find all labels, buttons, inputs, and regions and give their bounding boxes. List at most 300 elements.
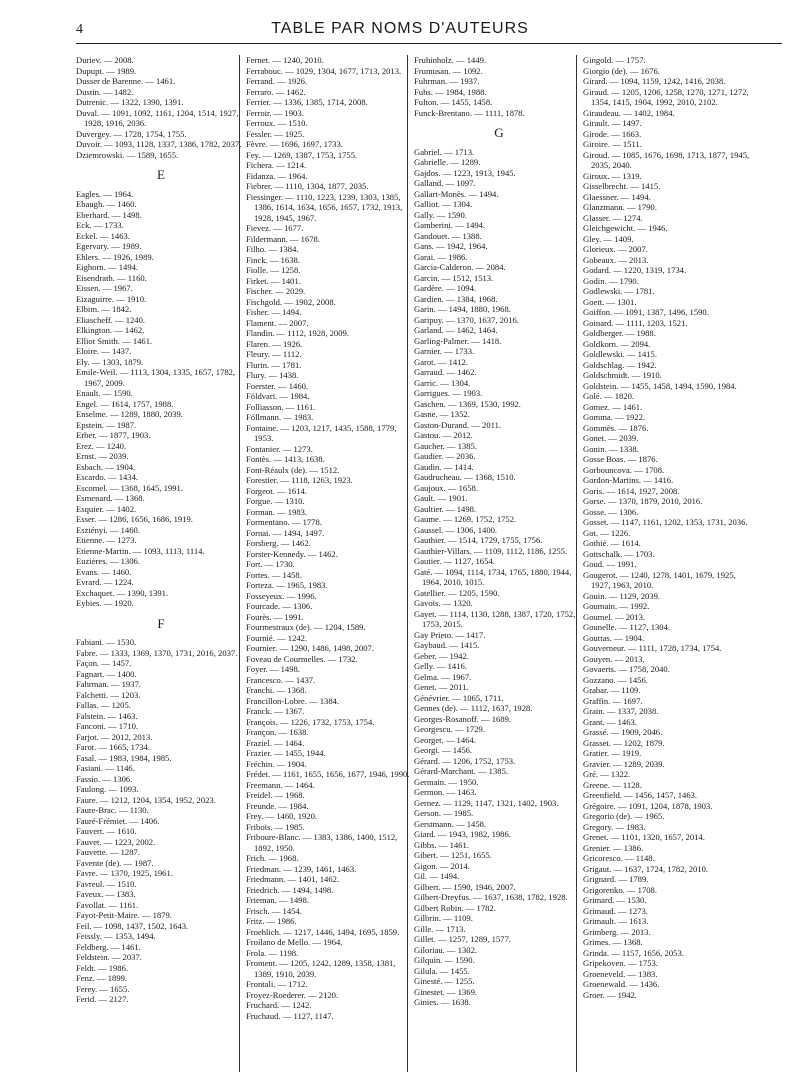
index-entry: Ebaugh. — 1460. [76,199,137,209]
index-entry: Gerson. — 1985. [414,808,474,818]
index-entry: Gripekoven. — 1753. [583,958,658,968]
index-entry: Gaudin. — 1414. [414,461,474,472]
index-entry: Georget. — 1464. [414,734,476,745]
index-entry: Gleichgewicht. — 1946. [583,223,668,233]
index-entry: Erez. — 1240. [76,440,127,451]
index-entry: Faulong. — 1093. [76,784,139,794]
index-entry: Fèvre. — 1696, 1697, 1733. [246,139,343,149]
index-entry: Glorieux. — 2007. [583,244,648,254]
index-entry: Gayet. — 1114, 1130, 1288, 1387, 1720, 1752, 1753, 2015. [414,608,576,629]
index-entry: Groer. — 1942. [583,989,637,1000]
index-entry: Gil. — 1494. [414,871,460,881]
index-entry: Evans. — 1460. [76,566,132,577]
index-entry: Fruhinholz. — 1449. [414,55,487,65]
index-entry: Escardo. — 1434. [76,472,139,482]
index-entry: Grégoire. — 1091, 1204, 1878, 1903. [583,800,713,811]
index-entry: Gardère. — 1094. [414,283,477,293]
index-entry: Fribois. — 1985. [246,821,305,832]
index-entry: Freunde. — 1984. [246,800,309,811]
index-entry: Georgi. — 1456. [414,745,473,755]
index-entry: Georgescu. — 1729. [414,724,485,734]
index-entry: Foveau de Courmelles. — 1732. [246,653,358,664]
index-entry: Exchaquet. — 1390, 1391. [76,587,169,598]
index-entry: Fraziel. — 1464. [246,737,305,748]
index-entry: Gillet. — 1257, 1289, 1577. [414,934,511,944]
index-entry: Gaté. — 1094, 1114, 1734, 1765, 1880, 1944, 1964, 2010, 1015. [414,566,572,587]
index-entry: Giard. — 1943, 1982, 1986. [414,829,511,839]
index-entry: Gilula. — 1455. [414,965,470,976]
index-entry: Euzières. — 1306. [76,556,140,566]
index-entry: Eighorn. — 1494. [76,262,139,272]
index-entry: Foyer. — 1498. [246,664,300,674]
index-entry: Gingold. — 1757. [583,55,646,65]
index-column-2 [246,55,416,1021]
index-entry: Gernez. — 1129, 1147, 1321, 1402, 1903. [414,797,559,808]
index-entry: Gosset. — 1147, 1161, 1202, 1353, 1731, 2036. [583,517,748,527]
index-entry: Goumain. — 1992. [583,601,650,611]
index-entry: Giraud. — 1205, 1206, 1258, 1270, 1271, 1272, 1354, 1415, 1904, 1992, 2010, 2102. [583,86,749,107]
index-entry: Fontès. — 1413, 1638. [246,454,325,464]
index-entry: Eliascheff. — 1240. [76,314,146,325]
index-entry: Epstein. — 1987. [76,419,137,430]
index-entry: Frontali. — 1712. [246,979,308,989]
index-entry: Favre. — 1370, 1925, 1961. [76,868,173,878]
index-entry: Germon. — 1463. [414,787,477,797]
index-entry: Feissly. — 1353, 1494. [76,931,156,941]
index-entry: Frey. — 1460, 1920. [246,811,318,821]
index-entry: Gilbert-Dreyfus. — 1637, 1638, 1782, 1928. [414,892,568,902]
index-entry: Grigaut. — 1637, 1724, 1782, 2010. [583,863,709,874]
index-entry: Forestier. — 1118, 1263, 1923. [246,475,353,485]
index-entry: Gratier. — 1919. [583,748,642,758]
index-entry: Glaessner. — 1494. [583,191,651,202]
page-number: 4 [76,22,83,37]
index-entry: Fasal. — 1983, 1984, 1985. [76,752,172,763]
index-entry: Gomez. — 1461. [583,401,643,412]
index-entry: Froment. — 1205, 1242, 1289, 1358, 1381, 1389, 1910, 2039. [246,958,396,979]
index-entry: Gans. — 1942, 1964. [414,241,488,251]
index-entry: Friedmann. — 1401, 1462. [246,874,340,884]
index-entry: Gounelle. — 1127, 1304. [583,622,671,632]
index-entry: Funck-Brentano. — 1111, 1878. [414,107,525,118]
index-entry: Gaston-Durand. — 2011. [414,419,502,430]
index-entry: Girode. — 1663. [583,128,642,139]
index-entry: Flament. — 2007. [246,317,309,328]
index-entry: Ferroir. — 1903. [246,107,304,118]
index-entry: Gastou. — 2012. [414,430,473,440]
index-entry: Frazier. — 1455, 1944. [246,748,326,758]
index-entry: Franck. — 1367. [246,706,305,716]
index-entry: Got. — 1226. [583,527,631,538]
index-entry: Gardien. — 1384, 1968. [414,293,498,304]
index-column-1 [76,55,246,1005]
index-entry: Grigorenko. — 1708. [583,884,657,895]
index-entry: Gauthier. — 1514, 1729, 1755, 1756. [414,535,543,545]
index-entry: Giorgio (de). — 1676. [583,65,660,76]
index-entry: Génévrier. — 1065, 1711. [414,692,504,703]
index-entry: Gaucher. — 1385. [414,440,478,451]
index-entry: Flurin. — 1781. [246,359,302,370]
index-entry: Friedman. — 1239, 1461, 1463. [246,863,357,874]
index-entry: Francillon-Lobre. — 1384. [246,695,340,706]
index-entry: Feldt. — 1986. [76,962,129,973]
index-entry: Fidanza. — 1964. [246,170,308,181]
index-entry: Goldberger. — 1988. [583,328,656,338]
index-entry: Fosseyeux. — 1996. [246,590,317,601]
index-entry: Feldstein. — 2037. [76,952,142,962]
index-entry: Ernst. — 2039. [76,451,129,461]
index-entry: Frisch. — 1454. [246,905,302,916]
index-entry: Forster-Kennedy. — 1462. [246,548,338,559]
index-entry: Friboure-Blanc. — 1383, 1386, 1400, 1512, 1892, 1950. [246,832,398,853]
index-entry: Giroire. — 1511. [583,139,642,149]
index-entry: Falchetti. — 1203. [76,689,141,700]
index-entry: Eybies. — 1920. [76,598,134,608]
index-entry: Govaerts. — 1758, 2040. [583,664,670,674]
index-entry: Fritz. — 1986. [246,916,297,926]
index-entry: Ginies. — 1638. [414,997,471,1007]
index-entry: Gasne. — 1352. [414,409,470,419]
index-entry: Gavois. — 1320. [414,598,473,608]
index-entry: Froyez-Roederer. — 2120. [246,989,339,1000]
index-entry: Fruchard. — 1242. [246,1000,312,1010]
index-entry: Föllmann. — 1983. [246,412,314,422]
index-entry: Gaschen. — 1369, 1530, 1992. [414,398,521,409]
index-entry: Földvari. — 1984. [246,391,310,401]
index-entry: Duvoir. — 1093, 1128, 1337, 1386, 1782, 2037. [76,139,242,149]
index-entry: Golé. — 1820. [583,391,635,401]
index-entry: Francesco. — 1437. [246,674,316,685]
index-entry: Enselme. — 1289, 1880, 2039. [76,409,183,419]
index-entry: Elliot Smith. — 1461. [76,335,153,346]
index-entry: Eck. — 1733. [76,220,124,230]
index-entry: Garcia-Calderon. — 2084. [414,262,506,272]
index-entry: Gordon-Martins. — 1416. [583,475,674,485]
index-entry: Fréchin. — 1904. [246,758,307,769]
index-entry: Gaudrucheau. — 1368, 1510. [414,472,516,482]
index-entry: Enault. — 1590. [76,388,133,398]
index-entry: Egervary. — 1989. [76,241,142,251]
index-entry: Garling-Palmer. — 1418. [414,335,502,346]
index-entry: Gisselbrecht. — 1415. [583,181,661,191]
index-entry: Eckel. — 1463. [76,230,130,241]
index-entry: Façon. — 1457. [76,658,132,668]
index-entry: Goldlewski. — 1415. [583,349,657,359]
index-entry: Gouverneur. — 1111, 1728, 1734, 1754. [583,643,722,653]
index-entry: Ginestet. — 1369. [414,986,478,997]
index-entry: Godard. — 1220, 1319, 1734. [583,265,687,275]
index-entry: Filho. — 1384. [246,244,299,254]
index-entry: Fichera. — 1214. [246,160,307,170]
index-entry: Fuhs. — 1984, 1988. [414,86,487,97]
index-entry: Grenet. — 1101, 1320, 1657, 2014. [583,832,705,842]
index-entry: Fruchaud. — 1127, 1147. [246,1010,334,1021]
index-entry: Fortes. — 1458. [246,569,302,580]
index-entry: Fourcade. — 1306. [246,601,313,611]
index-entry: Fagnart. — 1400. [76,668,137,679]
index-entry: Elbim. — 1842. [76,304,132,314]
index-entry: Ferrabouc. — 1029, 1304, 1677, 1713, 2013. [246,65,402,76]
index-entry: Giroux. — 1319. [583,170,642,181]
index-entry: Fuhrman. — 1937. [414,76,480,86]
index-entry: Grimault. — 1613. [583,916,649,926]
index-entry: Grignard. — 1789. [583,874,649,884]
index-entry: Duval. — 1091, 1092, 1161, 1204, 1514, 1927, 1928, 1916, 2036. [76,107,239,128]
index-entry: Goinard. — 1111, 1203, 1521. [583,317,688,328]
index-entry: Fey. — 1269, 1387, 1753, 1755. [246,149,358,160]
index-entry: Georges-Rosanoff. — 1689. [414,713,512,724]
index-entry: Erber. — 1877, 1903. [76,430,151,440]
index-entry: Garai. — 1986. [414,251,468,262]
index-entry: Favente (de). — 1987. [76,857,154,868]
index-entry: Forgue. — 1310. [246,496,305,506]
index-entry: Gosse. — 1306. [583,506,639,517]
index-entry: Gregory. — 1983. [583,821,646,832]
index-entry: Emile-Weil. — 1113, 1304, 1335, 1657, 1782, 1967, 2009. [76,367,236,388]
index-entry: Fernet. — 1240, 2010. [246,55,324,65]
index-entry: Gaudier. — 2036. [414,451,476,461]
index-entry: Grinda. — 1157, 1656, 2053. [583,947,684,958]
index-entry: Greenfield. — 1456, 1457, 1463. [583,790,698,800]
index-entry: Godin. — 1790. [583,275,639,286]
index-entry: Forteza. — 1965, 1983. [246,580,328,590]
index-entry: Gravier. — 1289, 2039. [583,758,665,769]
index-entry: Gilquin. — 1590. [414,955,475,965]
index-entry: Fauvette. — 1287. [76,847,140,857]
index-entry: Fournié. — 1242. [246,632,308,643]
index-entry: Gautier. — 1127, 1654. [414,556,495,566]
index-entry: Fulton. — 1455, 1458. [414,97,493,107]
index-entry: Gigon. — 2014. [414,860,470,871]
index-entry: Gouin. — 1129, 2039. [583,590,661,601]
index-entry: Fourmestraux (de). — 1204, 1589. [246,622,366,632]
index-entry: Ferroux. — 1510. [246,118,308,128]
index-entry: Fassio. — 1306. [76,773,133,784]
index-entry: Falstein. — 1463. [76,710,138,721]
index-entry: Gomma. — 1922. [583,412,646,422]
index-entry: Freidel. — 1968. [246,790,305,800]
index-entry: Galliot. — 1304. [414,199,473,209]
index-entry: Grimes. — 1368. [583,937,643,947]
index-entry: Ferraro. — 1462. [246,86,306,97]
index-entry: Garipuy. — 1370, 1637, 2016. [414,314,519,325]
index-entry: Ferrand. — 1926. [246,76,308,86]
index-entry: Friedrich. — 1494, 1498. [246,884,334,895]
index-entry: Galland. — 1097. [414,178,476,188]
index-entry: Goumel. — 2013. [583,611,646,622]
index-entry: Fauré-Frémiet. — 1406. [76,815,160,826]
index-entry: Dutrenic. — 1322, 1390, 1391. [76,97,184,107]
index-entry: Frola. — 1198. [246,947,299,958]
index-entry: Fort. — 1730. [246,559,295,569]
index-entry: Gibert. — 1251, 1655. [414,850,492,860]
index-entry: Fiessinger. — 1110, 1223, 1239, 1303, 1385, 1386, 1614, 1634, 1656, 1657, 1732, 1913, 1928, 1945, 1967. [246,191,403,223]
index-entry: Escomel. — 1368, 1645, 1991. [76,482,183,493]
index-entry: Formentano. — 1778. [246,517,322,527]
index-entry: Fallas. — 1205. [76,700,131,710]
index-entry: Frumusan. — 1092. [414,65,483,76]
index-entry: Gorse. — 1370, 1879, 2010, 2016. [583,496,703,506]
index-entry: Gricoresco. — 1148. [583,853,655,863]
index-entry: Gérard-Marchant. — 1385. [414,766,509,776]
index-entry: Ferid. — 2127. [76,994,129,1004]
index-entry: Gatellier. — 1205, 1590. [414,587,500,598]
index-entry: Grasset. — 1202, 1879. [583,737,665,748]
index-entry: Gougerot. — 1240, 1278, 1401, 1679, 1925, 1927, 1963, 2010. [583,569,736,590]
index-entry: Fischgold. — 1902, 2008. [246,296,336,307]
index-entry: Girard. — 1094, 1159, 1242, 1416, 2038. [583,76,726,86]
index-entry: Folliasson. — 1161. [246,401,316,412]
index-entry: Frich. — 1968. [246,853,299,863]
index-entry: Gré. — 1322. [583,769,631,779]
index-entry: Goldstein. — 1455, 1458, 1494, 1590, 1984. [583,380,737,391]
index-entry: Gajdos. — 1223, 1913, 1945. [414,167,516,178]
index-entry: Grassé. — 1909, 2046. [583,727,663,737]
index-entry: Gaume. — 1269, 1752, 1752. [414,514,517,524]
index-entry: Grimaud. — 1273. [583,905,648,916]
index-entry: Farjot. — 2012, 2013. [76,731,153,742]
index-entry: Gallart-Monès. — 1494. [414,188,499,199]
index-entry: Gorbouncova. — 1708. [583,464,665,475]
index-entry: Glasser. — 1274. [583,212,643,223]
index-entry: Gaybaud. — 1415. [414,640,480,650]
index-entry: Faveux. — 1383. [76,889,136,899]
index-entry: Forsberg. — 1462. [246,538,311,548]
index-entry: Grant. — 1463. [583,716,637,727]
index-entry: Etienne. — 1273. [76,535,137,545]
index-entry: Gley. — 1409. [583,233,634,244]
index-entry: Fornai. — 1494, 1497. [246,527,325,538]
index-entry: Dupupt. — 1989. [76,65,137,76]
index-entry: Esztényi. — 1460. [76,524,140,535]
index-entry: Font-Réaulx (de). — 1512. [246,464,340,475]
index-entry: Gilbrin. — 1109. [414,913,473,923]
index-entry: Flury. — 1438. [246,370,299,380]
index-entry: Goud. — 1991. [583,559,637,569]
index-entry: Gelly. — 1416. [414,661,467,671]
index-entry: Fabiani. — 1530. [76,637,137,647]
index-entry: Flandin. — 1112, 1928, 2009. [246,328,349,338]
index-entry: Fievez. — 1677. [246,223,304,233]
index-entry: Gelma. — 1967. [414,671,472,682]
index-entry: Garland. — 1462, 1464. [414,325,498,335]
index-entry: Fournier. — 1290, 1486, 1498, 2007. [246,643,374,653]
index-entry: Giroud. — 1085, 1676, 1698, 1713, 1877, 1945, 2035, 2040. [583,149,750,170]
index-entry: Garraud. — 1462. [414,367,477,377]
index-entry: Foerster. — 1460. [246,380,309,391]
section-letter: E [157,167,165,182]
index-entry: Gibbs. — 1461. [414,839,469,850]
index-entry: Eagles. — 1964. [76,188,134,199]
index-entry: Ehlers. — 1926, 1989. [76,251,154,262]
index-entry: Fasiani. — 1146. [76,763,135,773]
index-entry: Garrigues. — 1903. [414,388,483,398]
index-entry: Gaujoux. — 1658. [414,482,478,493]
index-entry: Greene. — 1128. [583,779,642,790]
index-entry: Graffin. — 1697. [583,695,643,706]
index-entry: Froehlich. — 1217, 1446, 1494, 1695, 1859. [246,926,400,937]
index-entry: Ferey. — 1655. [76,983,130,994]
index-entry: Engel. — 1614, 1757, 1988. [76,398,174,409]
index-entry: Fisher. — 1494. [246,307,302,317]
index-entry: Goldschlag. — 1942. [583,359,657,370]
index-entry: Ginesté. — 1255. [414,976,475,986]
index-entry: Garric. — 1304. [414,377,471,388]
index-entry: Faure-Brac. — 1130. [76,805,149,815]
index-entry: Gaussel. — 1306, 1400. [414,524,498,535]
index-entry: Fleury. — 1112. [246,349,302,359]
index-entry: Glanzmann. — 1790. [583,202,657,212]
index-entry: Gozzano. — 1456. [583,674,648,685]
index-entry: Goldkorn. — 2094. [583,338,651,349]
index-entry: Feil. — 1098, 1437, 1502, 1643. [76,920,189,931]
index-entry: Gerstmann. — 1458. [414,818,487,829]
index-entry: Freemann. — 1464. [246,779,315,790]
index-entry: Grain. — 1337, 2038. [583,706,659,716]
index-entry: Fiebrer. — 1110, 1304, 1877, 2035. [246,181,369,191]
index-entry: Ely. — 1303, 1879. [76,356,144,367]
index-entry: Garot. — 1412. [414,356,468,367]
index-entry: Fourès. — 1991. [246,611,304,622]
index-entry: Forman. — 1983. [246,506,308,517]
index-entry: Duriev. — 2008. [76,55,134,65]
index-entry: Favreul. — 1510. [76,878,137,889]
index-entry: Giloriau. — 1302. [414,944,478,955]
index-entry: Gandouet. — 1388. [414,230,482,241]
index-entry: Frédet. — 1161, 1655, 1656, 1677, 1946, 1990. [246,769,410,779]
index-entry: Gaultier. — 1498. [414,503,477,514]
index-entry: Firket. — 1401. [246,275,301,286]
index-entry: Goett. — 1301. [583,296,637,307]
index-entry: Fiolle. — 1258. [246,265,301,275]
index-entry: Groeneveld. — 1383. [583,968,658,979]
index-entry: Françon. — 1638. [246,727,309,737]
index-entry: Fenz. — 1899. [76,973,128,983]
section-letter: F [157,615,165,631]
index-entry: Gérard. — 1206, 1752, 1753. [414,755,516,766]
index-entry: Dziemrowski. — 1589, 1655. [76,149,179,160]
index-entry: Gonin. — 1338. [583,443,639,454]
index-entry: Gouyen. — 2013. [583,653,645,664]
index-entry: Goldschmidt. — 1910. [583,370,662,380]
index-entry: Frieman. — 1498. [246,895,310,905]
index-entry: Froilano de Mello. — 1964. [246,937,343,947]
index-entry: Fauvet. — 1223, 2002. [76,836,156,847]
index-entry: Grimard. — 1530. [583,895,647,905]
index-entry: Gilbert Robin. — 1782. [414,902,496,913]
page-title: TABLE PAR NOMS D'AUTEURS [271,20,529,37]
index-entry: Gault. — 1901. [414,493,468,503]
index-entry: Gregorio (de). — 1965. [583,811,665,821]
index-entry: Genet. — 2011. [414,682,469,692]
index-entry: Gosse Boas. — 1876. [583,454,658,464]
index-entry: Giraudeau. — 1402, 1984. [583,107,675,118]
index-entry: Fauvert. — 1610. [76,826,137,836]
index-entry: Fessler. — 1925. [246,128,305,139]
index-entry: Finck. — 1638. [246,254,300,265]
index-entry: Evrard. — 1224. [76,577,134,587]
index-entry: Gothié. — 1614. [583,538,641,548]
index-entry: Gonet. — 2039. [583,433,639,443]
index-entry: Eisendrath. — 1160. [76,272,147,283]
index-entry: Fontanier. — 1273. [246,443,313,454]
index-entry: Gabriel. — 1713. [414,146,475,157]
index-entry: Girault. — 1497. [583,118,642,128]
index-entry: Eloire. — 1437. [76,346,132,356]
index-entry: Eizaguirre. — 1910. [76,293,147,304]
index-entry: Gottschalk. — 1703. [583,548,655,559]
index-entry: Esser. — 1286, 1656, 1686, 1919. [76,514,193,524]
